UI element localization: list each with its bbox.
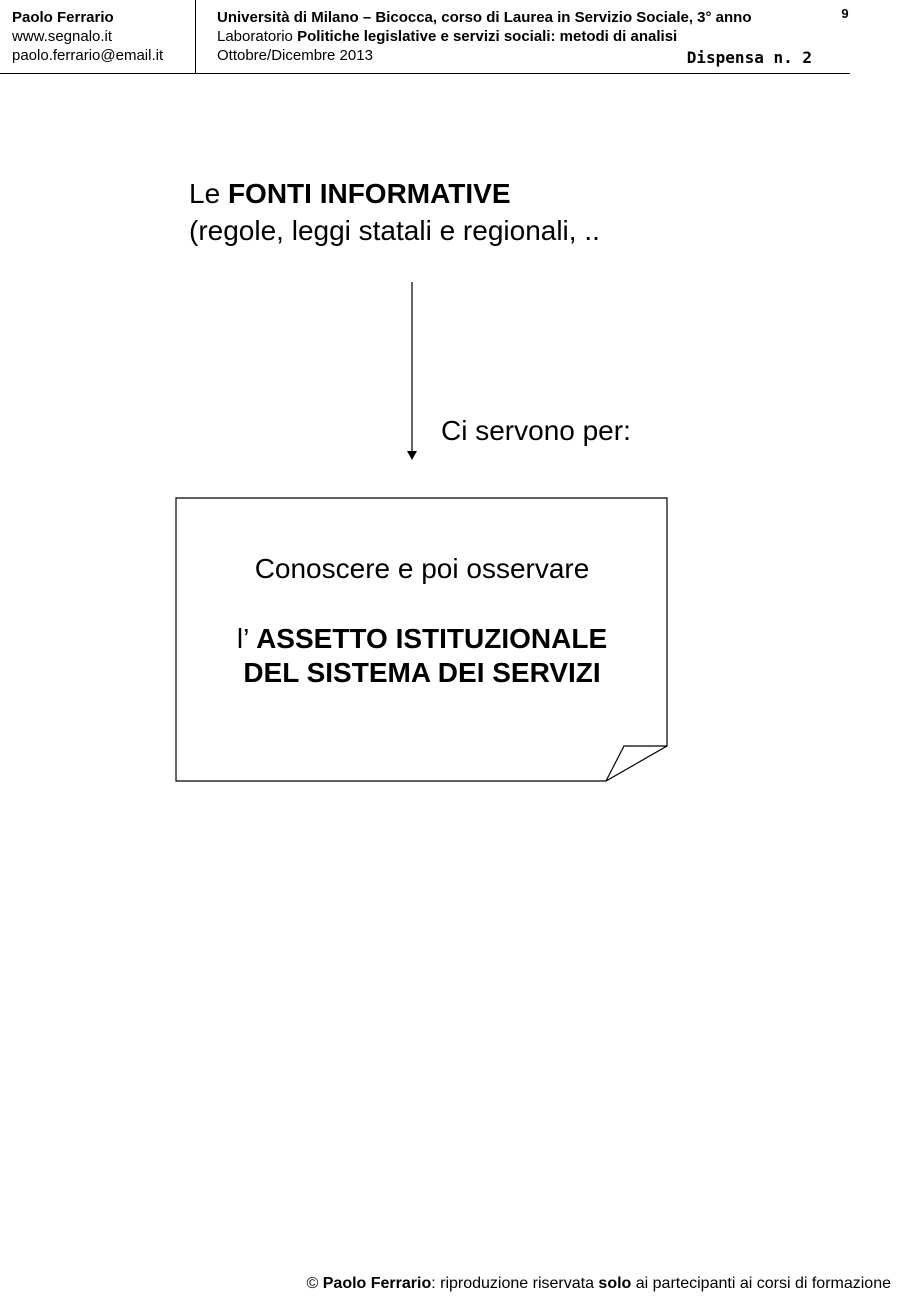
note-text [177,552,667,690]
down-arrow [407,282,417,460]
footer-text-2: ai partecipanti ai corsi di formazione [631,1275,891,1292]
box-prefix: l’ [236,623,257,654]
box-line-2 [177,622,667,656]
lab-title: Politiche legislative e servizi sociali: metodi di analisi [297,28,678,45]
footer-bold-2: solo [598,1275,632,1292]
university-line: Università di Milano – Bicocca, corso di Laurea in Servizio Sociale, 3° anno [217,9,752,26]
page-number: 9 [841,6,849,21]
copyright-symbol: © [306,1275,323,1292]
footer-copyright [307,1275,891,1293]
arrow-caption: Ci servono per: [441,415,631,446]
lab-prefix: Laboratorio [217,28,298,45]
author-website: www.segnalo.it [12,28,113,45]
title-bold: FONTI INFORMATIVE [227,178,511,209]
author-name: Paolo Ferrario [12,9,114,26]
dispensa-label: Dispensa n. 2 [686,48,812,67]
period: Ottobre/Dicembre 2013 [217,47,373,64]
title-prefix: Le [189,178,228,209]
box-line-1: Conoscere e poi osservare [254,553,590,584]
footer-name: Paolo Ferrario [322,1275,432,1292]
author-email: paolo.ferrario@email.it [12,47,164,64]
box-bold-1: ASSETTO ISTITUZIONALE [256,623,608,654]
title-line-2: (regole, leggi statali e regionali, .. [189,215,600,246]
footer-text-1: : riproduzione riservata [431,1275,599,1292]
box-bold-2: DEL SISTEMA DEI SERVIZI [243,657,601,688]
